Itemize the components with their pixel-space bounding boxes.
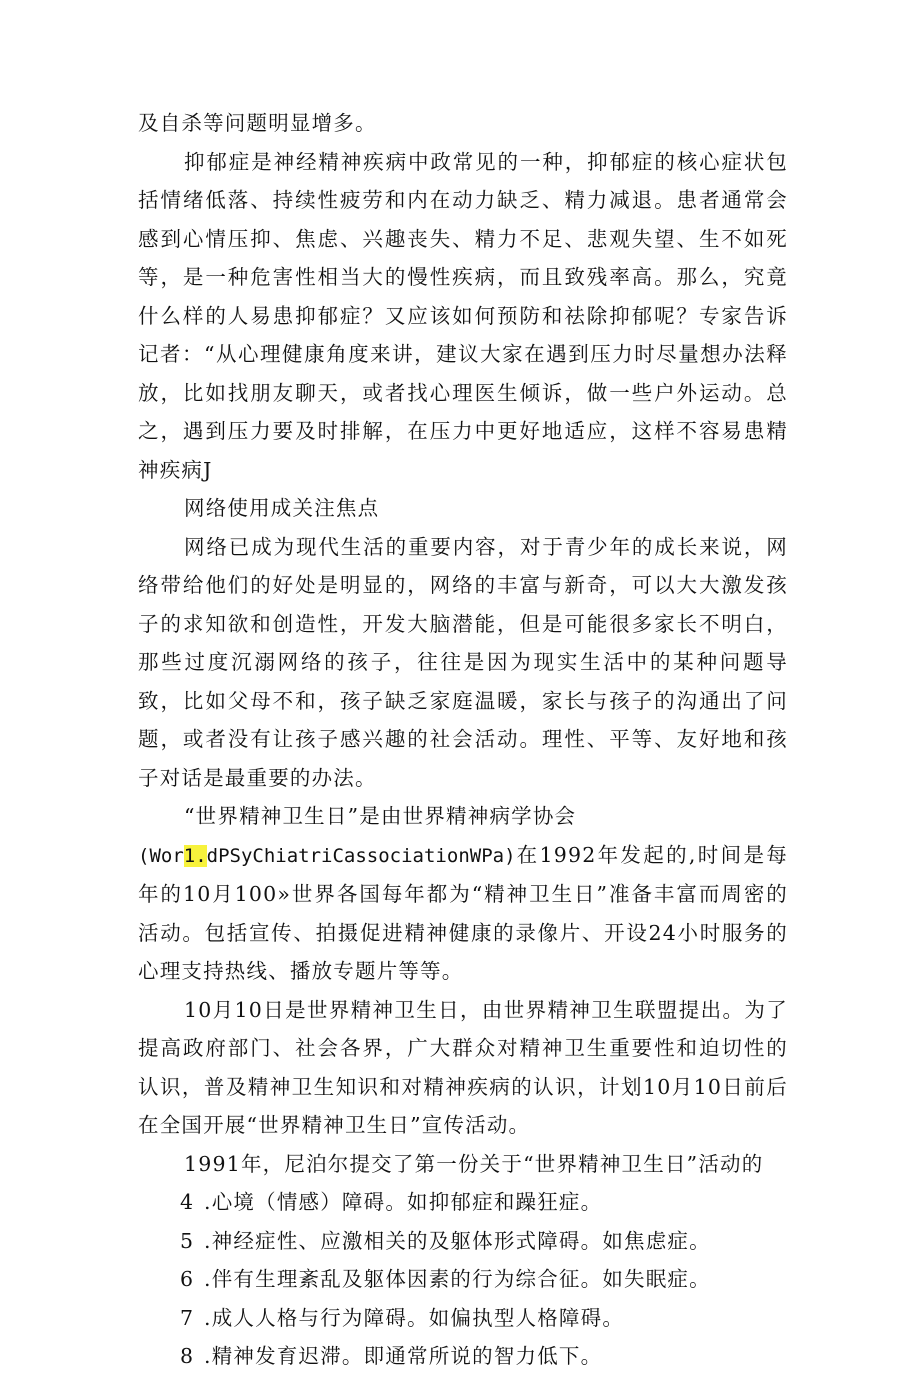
english-name-a: (Wor bbox=[138, 844, 184, 867]
list-item-text: .心境（情感）障碍。如抑郁症和躁狂症。 bbox=[204, 1190, 603, 1214]
list-item bbox=[138, 1337, 788, 1376]
list-item-number: 6 bbox=[180, 1267, 195, 1291]
paragraph-mental-health-day-rest: 在1992年发起的,时间是每年的10月100»世界各国每年都为“精神卫生日”准备丰富而周密的活动。包括宣传、拍摄促进精神健康的录像片、开设24小时服务的心理支持热线、播放专题片等等。 bbox=[138, 842, 788, 983]
section-heading-internet: 网络使用成关注焦点 bbox=[184, 496, 380, 520]
list-item-text: .神经症性、应激相关的及躯体形式障碍。如焦虑症。 bbox=[204, 1228, 711, 1253]
list-item bbox=[138, 1299, 788, 1338]
paragraph-oct-10: 10月10日是世界精神卫生日，由世界精神卫生联盟提出。为了提高政府部门、社会各界，广大群众对精神卫生重要性和迫切性的认识，普及精神卫生知识和对精神疾病的认识，计划10月10日前后在全国开展“世界精神卫生日”宣传活动。 bbox=[138, 997, 788, 1137]
paragraph-continuation: 及自杀等问题明显增多。 bbox=[138, 111, 377, 135]
highlighted-text: 1. bbox=[183, 844, 207, 867]
list-item bbox=[138, 1260, 788, 1299]
list-item-number: 5 bbox=[180, 1228, 195, 1253]
paragraph-mental-health-day bbox=[138, 836, 788, 991]
list-item-text: .精神发育迟滞。即通常所说的智力低下。 bbox=[204, 1344, 603, 1368]
english-name-b: dPSyChiatriCassociationWPa) bbox=[206, 844, 516, 867]
list-item-number: 7 bbox=[180, 1305, 195, 1330]
list-item-text: .成人人格与行为障碍。如偏执型人格障碍。 bbox=[204, 1305, 625, 1330]
paragraph-mental-health-day-intro: “世界精神卫生日”是由世界精神病学协会 bbox=[184, 804, 577, 828]
list-item bbox=[138, 1222, 788, 1261]
paragraph-nepal: 1991年，尼泊尔提交了第一份关于“世界精神卫生日”活动的 bbox=[184, 1151, 764, 1176]
document-page bbox=[138, 104, 788, 1376]
list-item-number: 4 bbox=[180, 1190, 195, 1214]
paragraph-depression: 抑郁症是神经精神疾病中政常见的一种，抑郁症的核心症状包括情绪低落、持续性疲劳和内在动力缺乏、精力减退。患者通常会感到心情压抑、焦虑、兴趣丧失、精力不足、悲观失望、生不如死等，是一种危害性相当大的慢性疾病，而且致残率高。那么，究竟什么样的人易患抑郁症？又应该如何预防和祛除抑郁呢？专家告诉记者：“从心理健康角度来讲，建议大家在遇到压力时尽量想办法释放，比如找朋友聊天，或者找心理医生倾诉，做一些户外运动。总之，遇到压力要及时排解，在压力中更好地适应，这样不容易患精神疾病J bbox=[138, 149, 788, 482]
list-item bbox=[138, 1183, 788, 1222]
list-item-text: .伴有生理紊乱及躯体因素的行为综合征。如失眠症。 bbox=[204, 1267, 711, 1291]
paragraph-internet: 网络已成为现代生活的重要内容，对于青少年的成长来说，网络带给他们的好处是明显的，网络的丰富与新奇，可以大大激发孩子的求知欲和创造性，开发大脑潜能，但是可能很多家长不明白，那些过度沉溺网络的孩子，往往是因为现实生活中的某种问题导致，比如父母不和，孩子缺乏家庭温暖，家长与孩子的沟通出了问题，或者没有让孩子感兴趣的社会活动。理性、平等、友好地和孩子对话是最重要的办法。 bbox=[138, 534, 788, 790]
list-item-number: 8 bbox=[180, 1344, 195, 1368]
